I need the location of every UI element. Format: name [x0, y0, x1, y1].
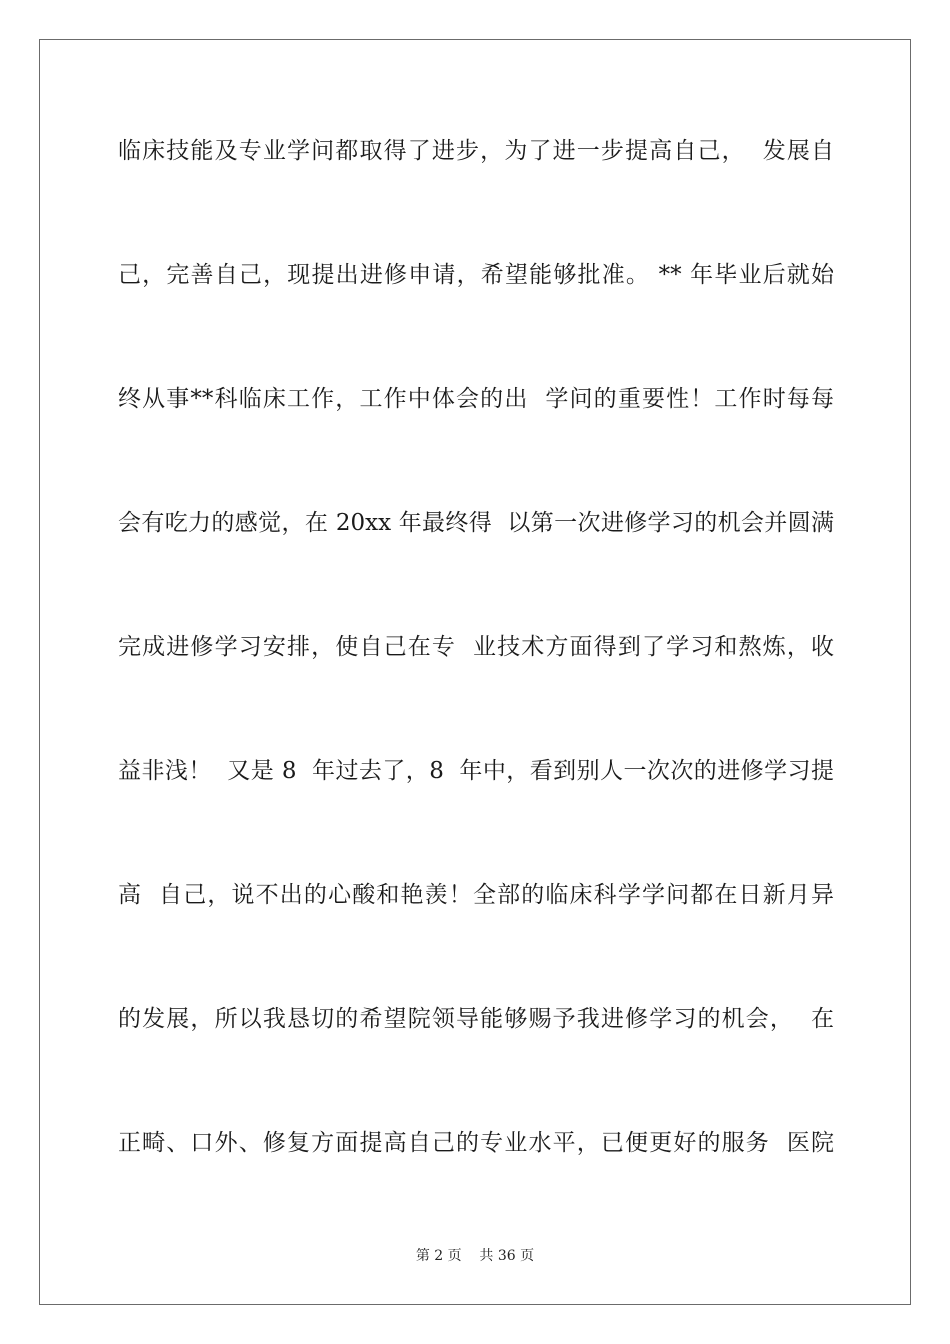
- text-line: 终从事**科临床工作，工作中体会的出 学问的重要性！工作时每每: [118, 386, 834, 412]
- text-line: 高 自己，说不出的心酸和艳羡！全部的临床科学学问都在日新月异: [118, 882, 834, 908]
- page-footer: [0, 1246, 950, 1266]
- text-line: 益非浅！ 又是 8 年过去了，8 年中，看到别人一次次的进修学习提: [118, 758, 834, 784]
- text-line: 正畸、口外、修复方面提高自己的专业水平，已便更好的服务 医院: [118, 1130, 834, 1156]
- page-border: [39, 39, 911, 1305]
- text-line: 的发展，所以我恳切的希望院领导能够赐予我进修学习的机会， 在: [118, 1006, 834, 1032]
- page-number: 第 2 页 共 36 页: [415, 1248, 535, 1264]
- text-line: 会有吃力的感觉，在 20xx 年最终得 以第一次进修学习的机会并圆满: [118, 510, 834, 536]
- text-line: 己，完善自己，现提出进修申请，希望能够批准。 ** 年毕业后就始: [118, 262, 834, 288]
- text-line: 临床技能及专业学问都取得了进步，为了进一步提高自己， 发展自: [118, 138, 834, 164]
- text-line: 完成进修学习安排，使自己在专 业技术方面得到了学习和熬炼，收: [118, 634, 834, 660]
